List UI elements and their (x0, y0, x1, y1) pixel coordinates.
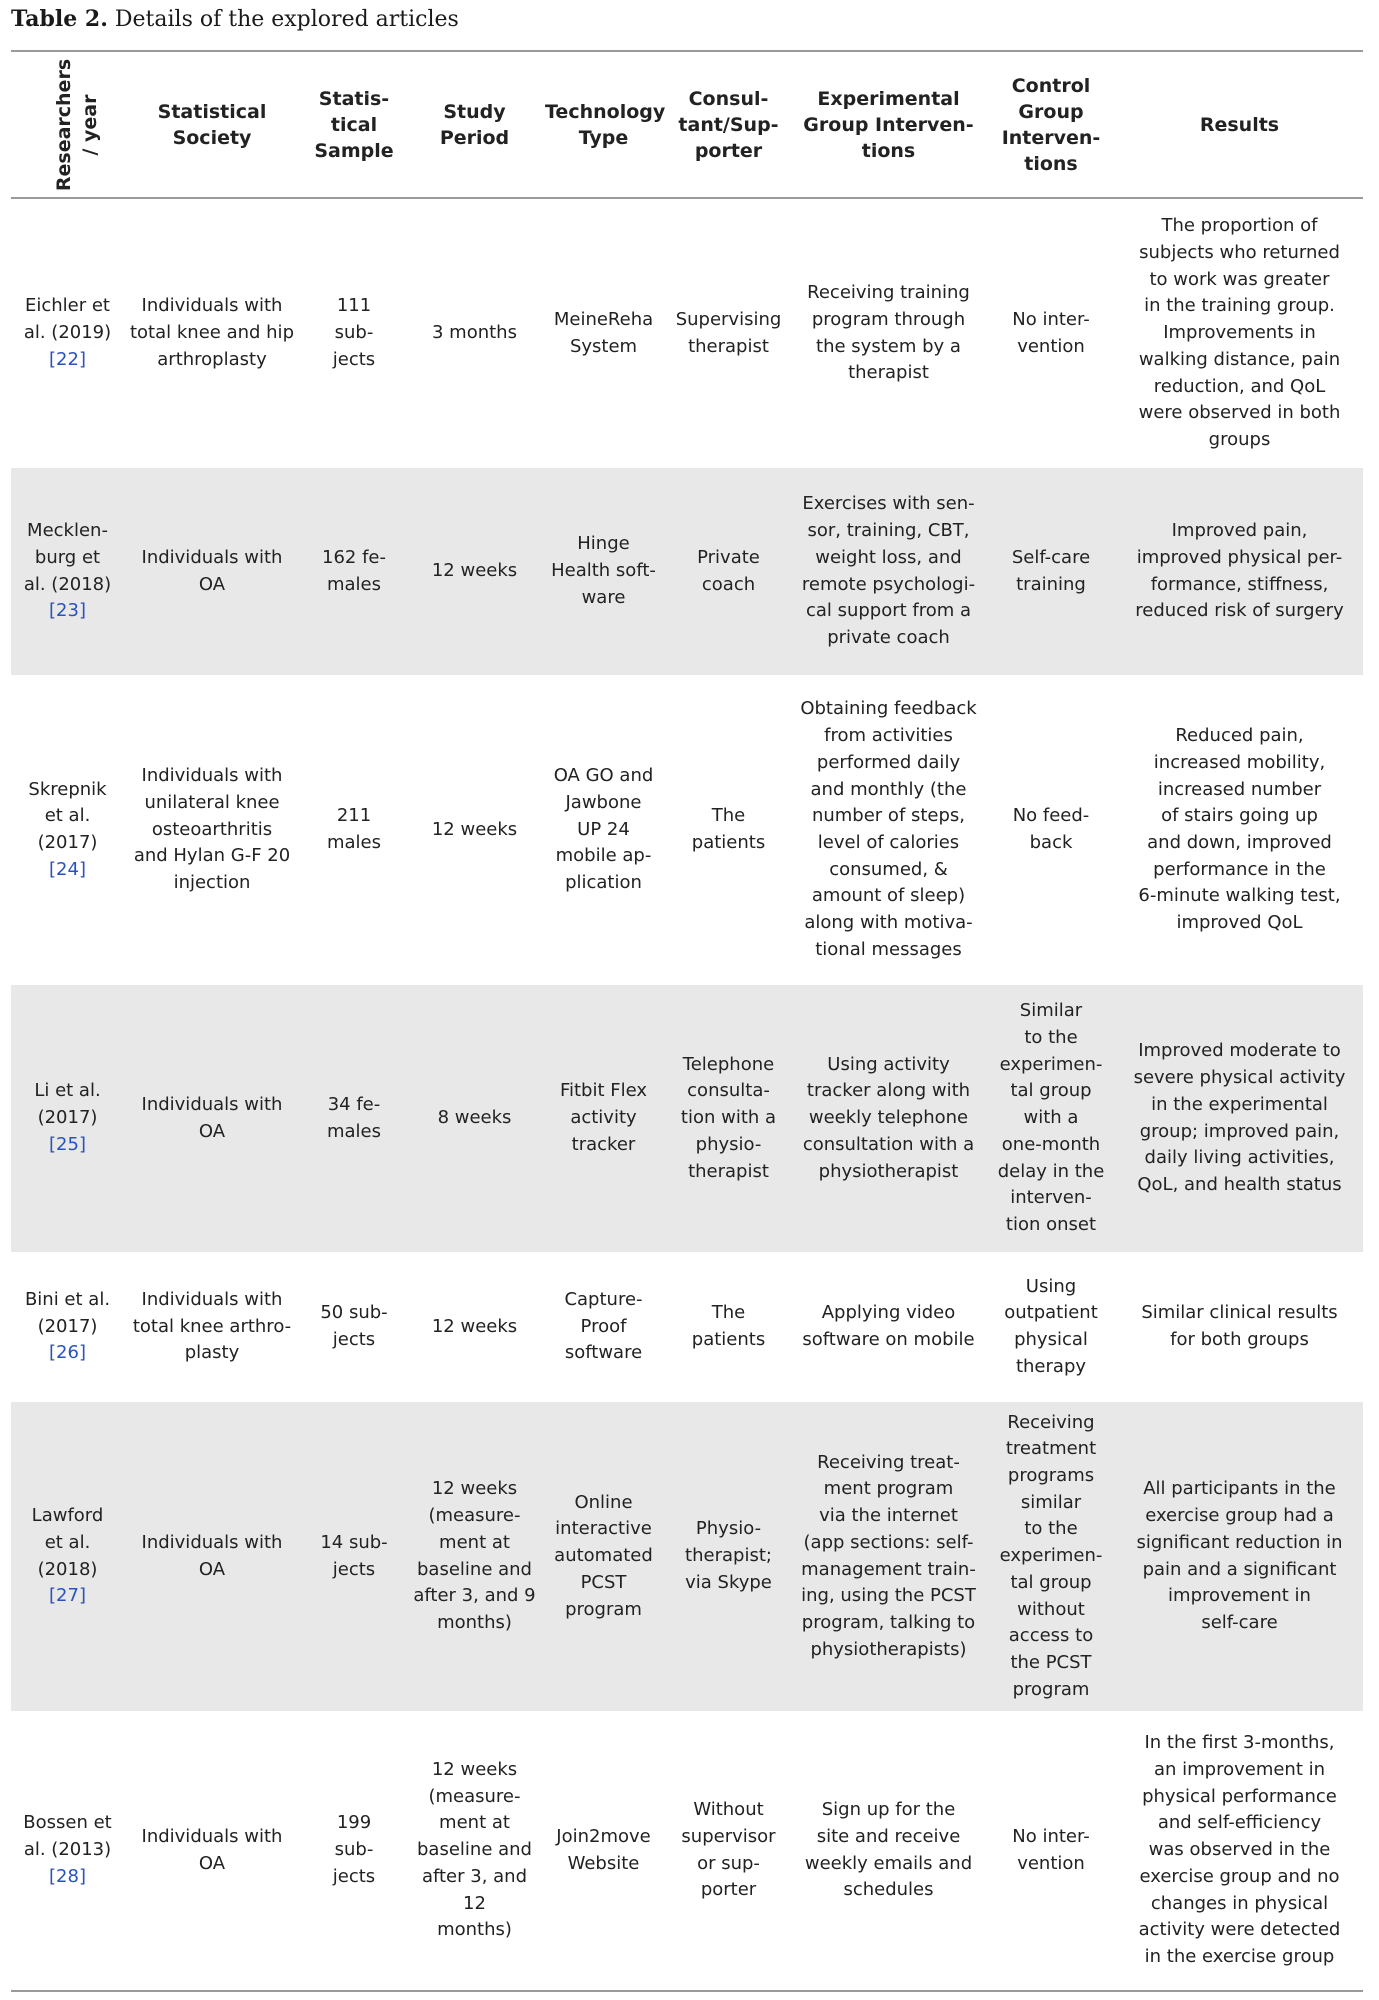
table-caption-text: Details of the explored articles (107, 7, 459, 32)
cell-consultant: The patients (691, 1302, 766, 1350)
cell-results: Reduced pain, increased mobility, increased number of stairs going up and down, improved performance in the 6-minute walking test, improved QoL (1138, 725, 1341, 934)
cell-period: 12 weeks (431, 1315, 518, 1337)
cell-researcher (11, 1402, 124, 1711)
cell-period: 12 weeks (measure- ment at baseline and after 3, and 12 months) (408, 1711, 541, 1991)
cell-consultant: Private coach (666, 468, 791, 675)
cell-experimental: Using activity tracker along with weekly telephone consultation with a physiotherapist (791, 985, 986, 1252)
researcher-name: Bossen et al. (2013) (23, 1812, 112, 1861)
cell-society: Individuals with OA (124, 985, 300, 1252)
header-study-period: Study Period (408, 51, 541, 198)
reference-link[interactable]: [23] (49, 600, 86, 622)
table-caption-label: Table 2. (11, 6, 108, 32)
header-consultant-supporter: Consul- tant/Sup- porter (666, 51, 791, 198)
cell-society: Individuals with OA (124, 1402, 300, 1711)
header-control-group: Control Group Interven- tions (986, 51, 1116, 198)
table-body (11, 198, 1363, 1991)
table-row (11, 468, 1363, 675)
cell-results: The proportion of subjects who returned to work was greater in the training group. Improvements in walking distance, pain reduction, and QoL were observed in both groups (1138, 215, 1341, 450)
cell-control: Receiving treatment programs similar to the experimen- tal group without access to the PCST program (986, 1402, 1116, 1711)
cell-sample: 211 males (326, 805, 382, 853)
cell-researcher (11, 1711, 124, 1991)
table-caption (11, 6, 459, 32)
table-row (11, 985, 1363, 1252)
cell-control: Similar to the experimen- tal group with a one-month delay in the interven- tion onset (986, 985, 1116, 1252)
cell-technology: Hinge Health soft- ware (541, 468, 666, 675)
header-row (11, 51, 1363, 198)
cell-control: Self-care training (986, 468, 1116, 675)
cell-experimental: Sign up for the site and receive weekly emails and schedules (791, 1711, 986, 1991)
cell-period: 3 months (432, 322, 517, 344)
cell-technology: MeineReha System (553, 308, 654, 357)
researcher-name: Bini et al. (2017) (24, 1288, 111, 1337)
cell-consultant: Telephone consulta- tion with a physio- therapist (666, 985, 791, 1252)
cell-researcher (11, 985, 124, 1252)
cell-society: Individuals with OA (124, 468, 300, 675)
reference-link[interactable]: [26] (49, 1342, 86, 1364)
cell-technology: Capture- Proof software (564, 1288, 643, 1364)
reference-link[interactable]: [28] (49, 1865, 86, 1887)
header-statistical-sample: Statis- tical Sample (300, 51, 408, 198)
reference-link[interactable]: [22] (49, 348, 86, 370)
researcher-name: Mecklen- burg et al. (2018) (23, 520, 112, 595)
researcher-name: Lawford et al. (2018) (31, 1505, 104, 1580)
cell-researcher (11, 1252, 124, 1402)
articles-table (11, 50, 1363, 1992)
table-row (11, 198, 1363, 468)
cell-period: 12 weeks (408, 468, 541, 675)
cell-society: Individuals with OA (124, 1711, 300, 1991)
cell-consultant: Supervising therapist (675, 308, 782, 357)
cell-consultant: The patients (691, 805, 766, 853)
header-statistical-society: Statistical Society (124, 51, 300, 198)
cell-experimental: Receiving training program through the system by a therapist (807, 282, 970, 384)
table-row (11, 675, 1363, 985)
reference-link[interactable]: [24] (49, 858, 86, 880)
cell-control: No inter- vention (986, 1711, 1116, 1991)
cell-control: No feed- back (1012, 805, 1090, 853)
cell-researcher (11, 468, 124, 675)
header-experimental-group: Experimental Group Interven- tions (791, 51, 986, 198)
cell-technology: Online interactive automated PCST program (541, 1402, 666, 1711)
header-results: Results (1116, 51, 1363, 198)
reference-link[interactable]: [27] (49, 1585, 86, 1607)
cell-results: All participants in the exercise group had a significant reduction in pain and a significant improvement in self-care (1116, 1402, 1363, 1711)
cell-researcher (11, 675, 124, 985)
cell-period: 12 weeks (measure- ment at baseline and after 3, and 9 months) (408, 1402, 541, 1711)
cell-control: No inter- vention (1012, 308, 1090, 357)
researcher-name: Li et al. (2017) (34, 1080, 101, 1129)
cell-society: Individuals with total knee and hip arthroplasty (129, 295, 294, 370)
cell-technology: Fitbit Flex activity tracker (541, 985, 666, 1252)
cell-results: Improved moderate to severe physical activity in the experimental group; improved pain, daily living activities, QoL, and health status (1116, 985, 1363, 1252)
table-header (11, 51, 1363, 198)
table-row (11, 1402, 1363, 1711)
header-researchers-year-label: Researchers / year (53, 58, 102, 191)
cell-results: In the first 3-months, an improvement in physical performance and self-efficiency was observed in the exercise group and no changes in physical activity were detected in the exercise group (1116, 1711, 1363, 1991)
cell-experimental: Obtaining feedback from activities performed daily and monthly (the number of steps, level of calories consumed, & amount of sleep) along with motiva- tional messages (800, 698, 977, 960)
header-technology-type: Technology Type (541, 51, 666, 198)
cell-period: 8 weeks (408, 985, 541, 1252)
cell-control: Using outpatient physical therapy (1004, 1275, 1098, 1377)
researcher-name: Skrepnik et al. (2017) (28, 778, 107, 853)
cell-consultant: Without supervisor or sup- porter (666, 1711, 791, 1991)
cell-technology: OA GO and Jawbone UP 24 mobile ap- plication (553, 765, 654, 894)
cell-sample: 111 sub- jects (332, 295, 376, 370)
cell-experimental: Exercises with sen- sor, training, CBT, weight loss, and remote psychologi- cal support from a private coach (791, 468, 986, 675)
reference-link[interactable]: [25] (49, 1133, 86, 1155)
cell-sample: 14 sub- jects (300, 1402, 408, 1711)
cell-results: Similar clinical results for both groups (1141, 1302, 1338, 1350)
cell-technology: Join2move Website (541, 1711, 666, 1991)
cell-researcher (11, 198, 124, 468)
cell-sample: 34 fe- males (300, 985, 408, 1252)
cell-sample: 199 sub- jects (300, 1711, 408, 1991)
cell-society: Individuals with unilateral knee osteoarthritis and Hylan G-F 20 injection (133, 765, 291, 894)
cell-results: Improved pain, improved physical per- formance, stiffness, reduced risk of surgery (1116, 468, 1363, 675)
cell-experimental: Receiving treat- ment program via the internet (app sections: self- management train- ing, using the PCST program, talking to physiotherapists) (791, 1402, 986, 1711)
cell-period: 12 weeks (431, 818, 518, 840)
table-row (11, 1711, 1363, 1991)
cell-sample: 50 sub- jects (320, 1302, 388, 1350)
researcher-name: Eichler et al. (2019) (23, 295, 112, 344)
cell-society: Individuals with total knee arthro- plasty (132, 1288, 292, 1364)
cell-experimental: Applying video software on mobile (802, 1302, 975, 1350)
header-researchers-year (11, 51, 124, 198)
table-row (11, 1252, 1363, 1402)
cell-consultant: Physio- therapist; via Skype (666, 1402, 791, 1711)
cell-sample: 162 fe- males (300, 468, 408, 675)
